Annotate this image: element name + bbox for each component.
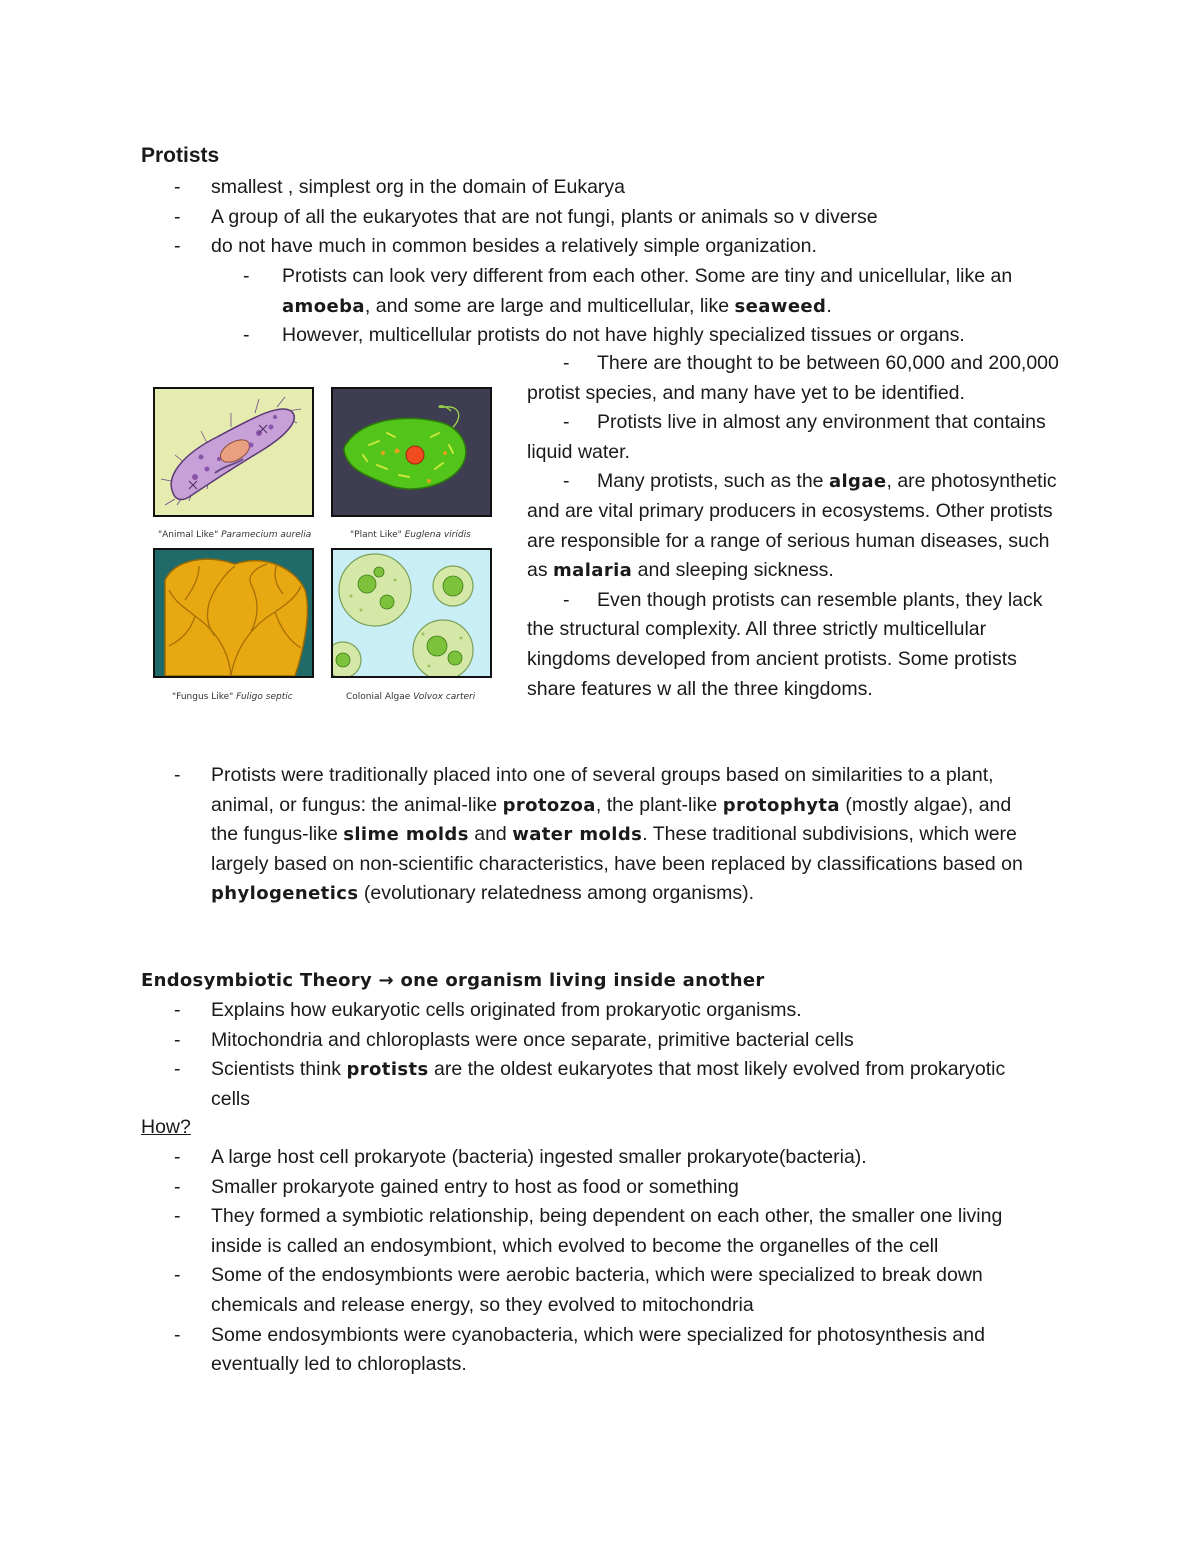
term-algae: algae bbox=[828, 471, 887, 493]
term-water-molds: water molds bbox=[512, 824, 643, 846]
volvox-illustration bbox=[331, 548, 492, 678]
protists-sub-bullets bbox=[211, 262, 1071, 351]
term-malaria: malaria bbox=[553, 560, 633, 582]
caption-colonial-algae: Colonial Algae Volvox carteri bbox=[346, 692, 476, 702]
paragraph: - There are thought to be between 60,000 and 200,000 protist species, and many have yet to be identified. bbox=[527, 352, 1059, 404]
term-phylogenetics: phylogenetics bbox=[211, 883, 359, 905]
list-item: - Some of the endosymbionts were aerobic bacteria, which were specialized to break down chemicals and release energy, so they evolved to mitochondria bbox=[141, 1261, 1051, 1320]
list-item: - Explains how eukaryotic cells originated from prokaryotic organisms. bbox=[141, 996, 1041, 1026]
list-item: - Protists were traditionally placed into one of several groups based on similarities to a plant, animal, or fungus: the animal-like protozoa, the plant-like protophyta (mostly algae), and the fungus-like slime molds and water molds. These traditional subdivisions, which were largely based on non-scientific characteristics, have been replaced by classifications based on phylogenetics (evolutionary relatedness among organisms). bbox=[141, 761, 1041, 909]
term-seaweed: seaweed bbox=[734, 295, 827, 317]
caption-animal-like: "Animal Like" Paramecium aurelia bbox=[158, 530, 312, 540]
paragraph: - Many protists, such as the algae, are photosynthetic and are vital primary producers in ecosystems. Other protists are responsible for a range of serious human diseases, such as malaria and sleeping sickness. bbox=[527, 470, 1057, 582]
euglena-illustration bbox=[331, 387, 492, 517]
term-slime-molds: slime molds bbox=[343, 824, 469, 846]
list-item: - Mitochondria and chloroplasts were once separate, primitive bacterial cells bbox=[141, 1026, 1041, 1056]
paragraph: - Protists live in almost any environment that contains liquid water. bbox=[527, 411, 1046, 463]
term-protophyta: protophyta bbox=[722, 794, 840, 816]
endosymbiosis-steps bbox=[141, 1143, 1051, 1380]
list-item: - They formed a symbiotic relationship, being dependent on each other, the smaller one living inside is called an endosymbiont, which evolved to become the organelles of the cell bbox=[141, 1202, 1051, 1261]
slime-mold-illustration bbox=[153, 548, 314, 678]
caption-fungus-like: "Fungus Like" Fuligo septic bbox=[172, 692, 293, 702]
list-item: - smallest , simplest org in the domain of Eukarya bbox=[141, 173, 1071, 203]
term-protozoa: protozoa bbox=[502, 794, 596, 816]
list-item: - A large host cell prokaryote (bacteria) ingested smaller prokaryote(bacteria). bbox=[141, 1143, 1051, 1173]
paragraph: - Even though protists can resemble plants, they lack the structural complexity. All three strictly multicellular kingdoms developed from ancient protists. Some protists share features w all the three kingdoms. bbox=[527, 588, 1043, 700]
protists-heading: Protists bbox=[141, 144, 220, 167]
paramecium-illustration bbox=[153, 387, 314, 517]
list-item: - do not have much in common besides a relatively simple organization. bbox=[141, 232, 1071, 262]
protists-bullets bbox=[141, 173, 1071, 262]
list-item: - Scientists think protists are the oldest eukaryotes that most likely evolved from prokaryotic cells bbox=[141, 1055, 1041, 1114]
caption-plant-like: "Plant Like" Euglena viridis bbox=[350, 530, 471, 540]
endosymbiotic-bullets bbox=[141, 996, 1041, 1114]
list-item: - Some endosymbionts were cyanobacteria, which were specialized for photosynthesis and eventually led to chloroplasts. bbox=[141, 1321, 1051, 1380]
list-item: - However, multicellular protists do not have highly specialized tissues or organs. bbox=[211, 321, 1071, 351]
list-item: - Protists can look very different from each other. Some are tiny and unicellular, like an amoeba, and some are large and multicellular, like seaweed. bbox=[211, 262, 1071, 321]
term-protists: protists bbox=[346, 1059, 429, 1081]
protist-types-figure bbox=[150, 384, 500, 714]
protists-wrapped-text bbox=[527, 349, 1067, 704]
how-subheading: How? bbox=[141, 1116, 191, 1138]
term-amoeba: amoeba bbox=[282, 295, 365, 317]
endosymbiotic-heading: Endosymbiotic Theory → one organism living inside another bbox=[141, 970, 765, 991]
list-item: - A group of all the eukaryotes that are not fungi, plants or animals so v diverse bbox=[141, 203, 1071, 233]
list-item: - Smaller prokaryote gained entry to host as food or something bbox=[141, 1173, 1051, 1203]
protists-classification bbox=[141, 761, 1041, 909]
